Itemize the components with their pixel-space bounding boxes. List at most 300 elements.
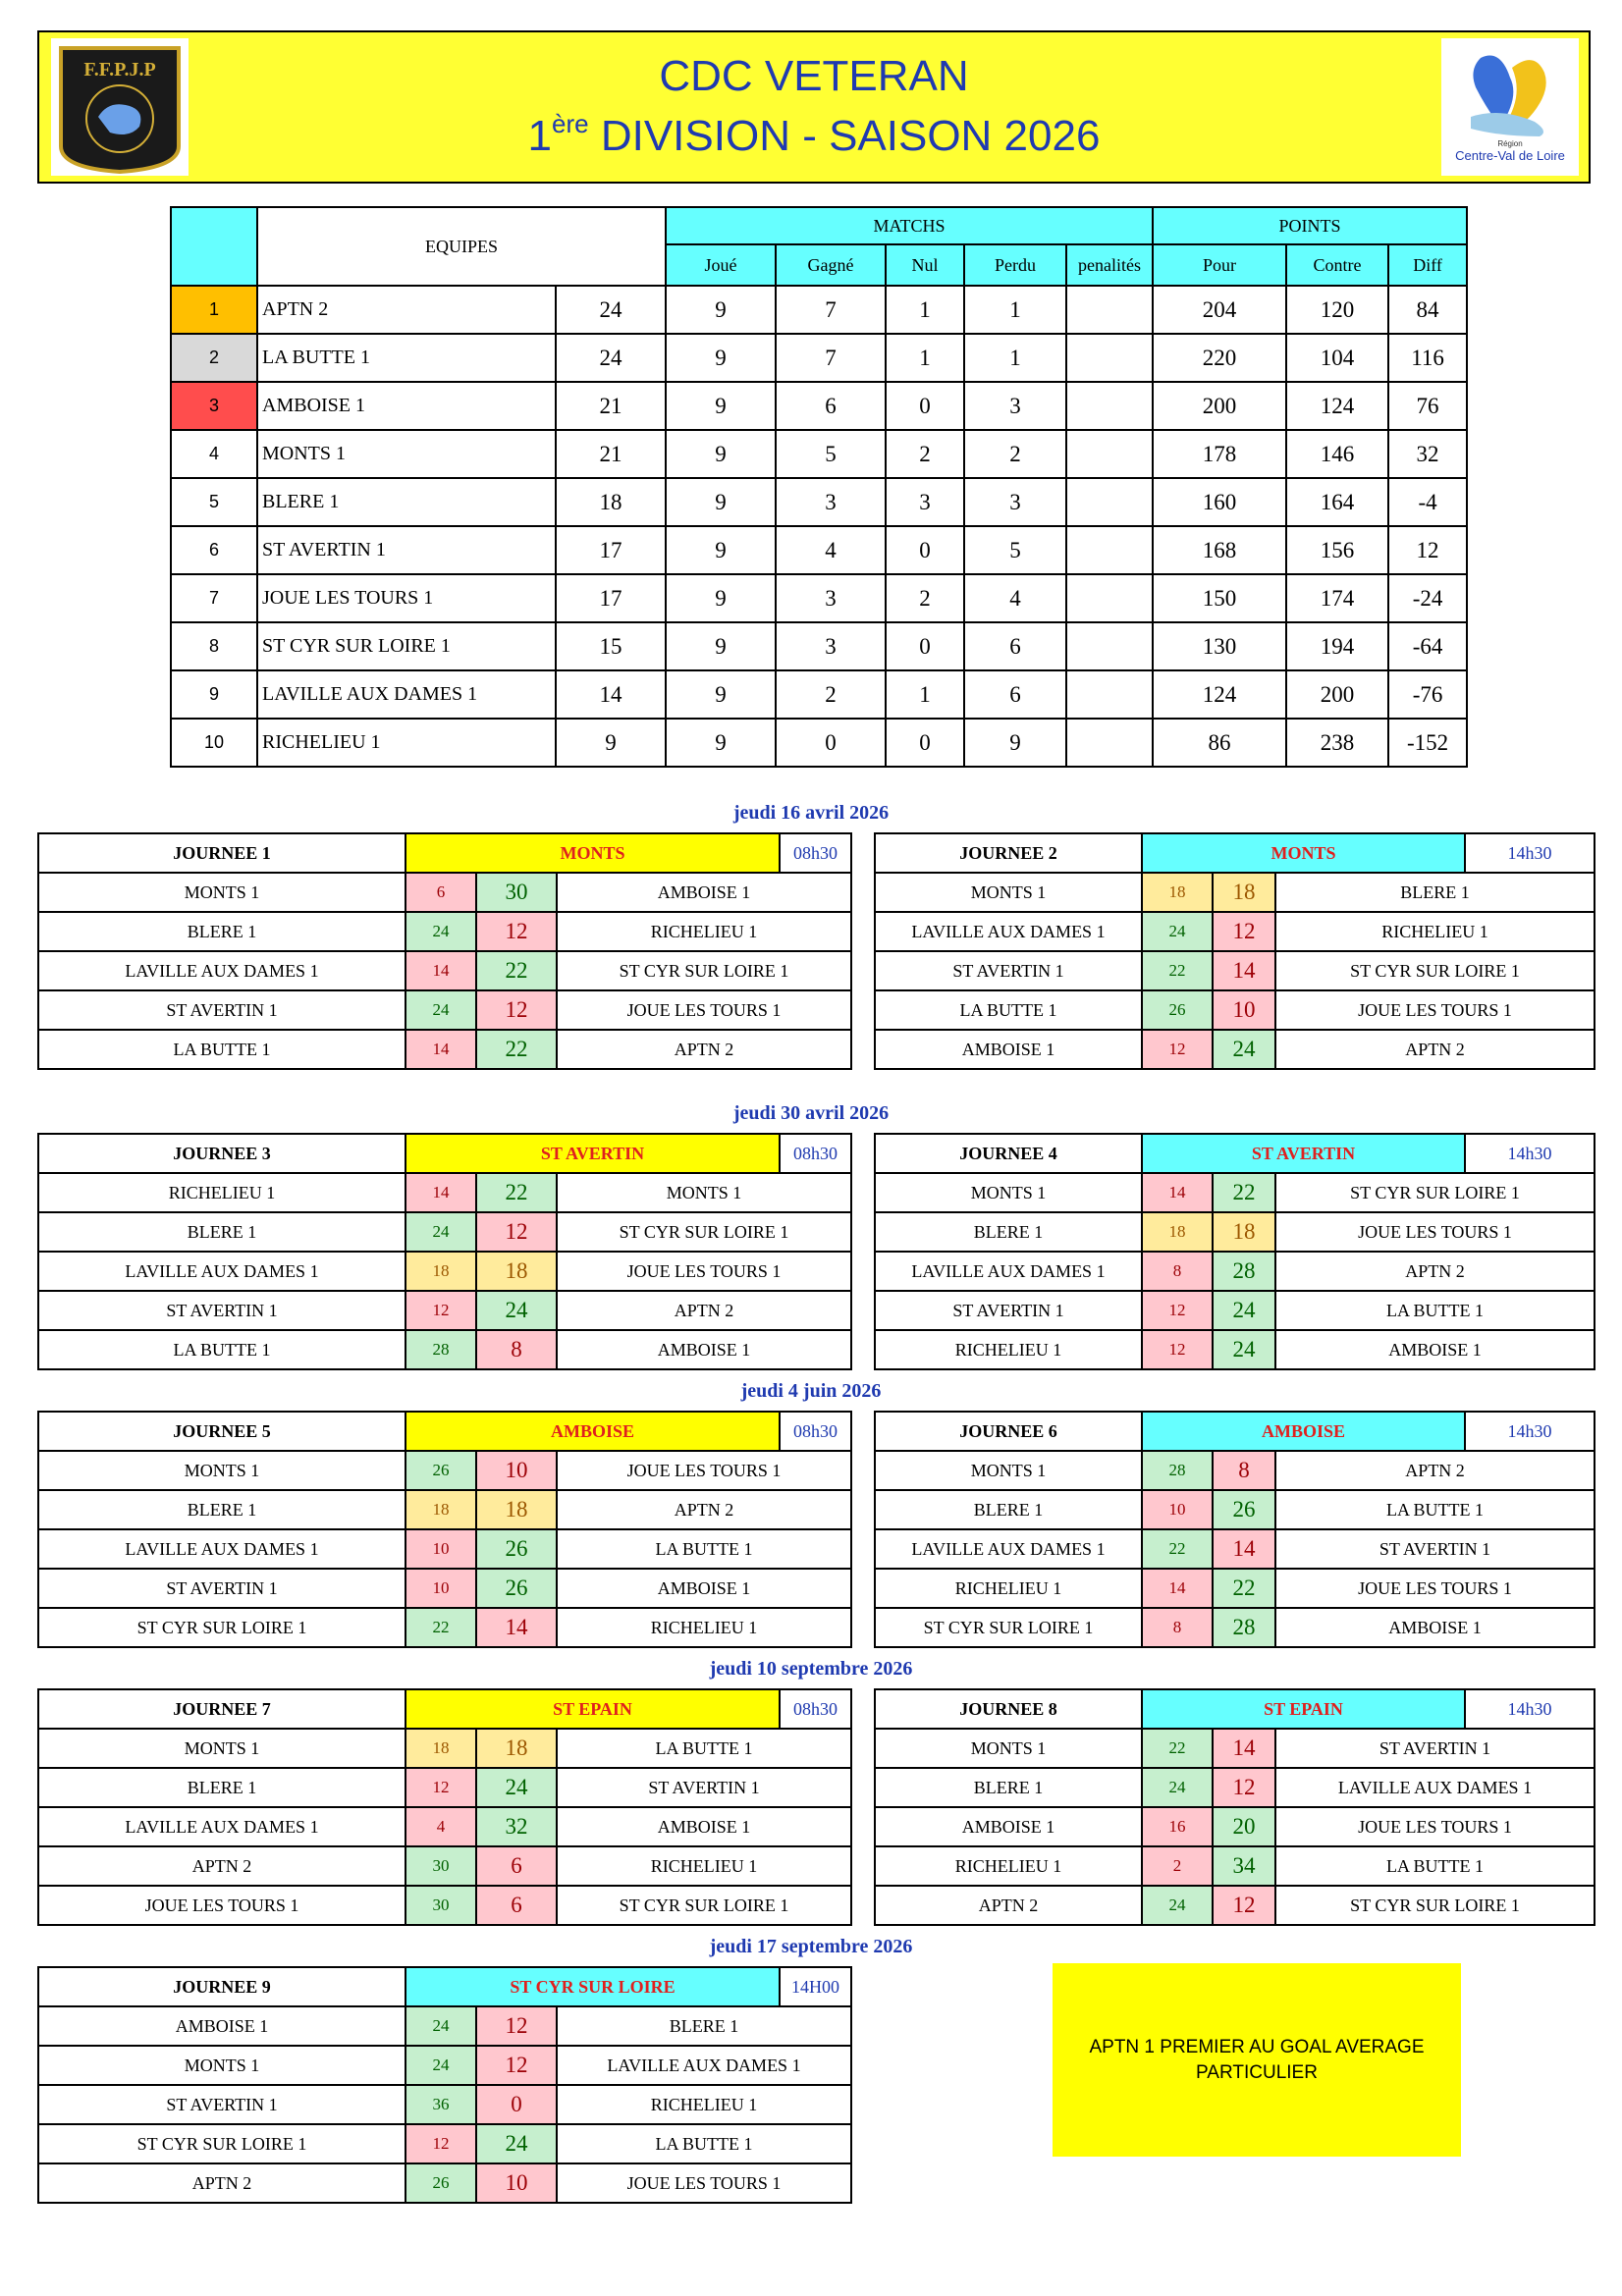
perdu-cell: 9 [964,719,1066,767]
gagne-cell: 7 [776,286,886,334]
division-ordinal: ère [552,109,589,138]
journee-time: 08h30 [779,1413,850,1450]
home-team: ST AVERTIN 1 [38,1569,406,1608]
home-score: 14 [406,1173,476,1212]
division-number: 1 [527,112,553,160]
gagne-header: Gagné [776,244,886,286]
pour-cell: 168 [1153,526,1286,574]
home-score: 8 [1142,1252,1213,1291]
home-score: 24 [1142,1886,1213,1925]
contre-cell: 164 [1286,478,1388,526]
home-score: 4 [406,1807,476,1846]
away-score: 24 [1213,1330,1275,1369]
away-score: 14 [1213,1529,1275,1569]
goal-average-note: APTN 1 PREMIER AU GOAL AVERAGE PARTICULIER [1053,1963,1461,2157]
joue-cell: 9 [666,334,776,382]
home-team: BLERE 1 [38,1768,406,1807]
away-score: 10 [1213,990,1275,1030]
date-label: jeudi 17 septembre 2026 [709,1936,913,1957]
joue-cell: 9 [666,670,776,719]
home-score: 14 [1142,1569,1213,1608]
home-score: 26 [406,2163,476,2203]
diff-cell: -24 [1388,574,1467,622]
journee-title: JOURNEE 1 [38,833,406,873]
rank-cell: 7 [171,574,257,622]
match-row [38,951,851,990]
match-row [875,1608,1595,1647]
pts-cell: 17 [556,526,666,574]
home-team: ST AVERTIN 1 [38,1291,406,1330]
perdu-cell: 4 [964,574,1066,622]
away-team: LA BUTTE 1 [557,1529,851,1569]
perdu-header: Perdu [964,244,1066,286]
rank-cell: 6 [171,526,257,574]
away-score: 18 [1213,1212,1275,1252]
contre-cell: 194 [1286,622,1388,670]
match-row [875,1768,1595,1807]
match-row [875,1030,1595,1069]
journee-table [37,832,852,1070]
pen-cell [1066,719,1153,767]
away-team: LA BUTTE 1 [557,2124,851,2163]
away-team: RICHELIEU 1 [557,2085,851,2124]
nul-cell: 2 [886,574,964,622]
away-team: ST AVERTIN 1 [1275,1529,1595,1569]
match-row [38,1846,851,1886]
match-row [875,1173,1595,1212]
away-score: 22 [476,1030,557,1069]
away-team: LAVILLE AUX DAMES 1 [1275,1768,1595,1807]
home-score: 24 [406,1212,476,1252]
journee-table [874,1688,1595,1926]
match-row [38,990,851,1030]
home-score: 14 [406,1030,476,1069]
home-score: 12 [406,2124,476,2163]
away-score: 14 [1213,951,1275,990]
rank-cell: 8 [171,622,257,670]
away-score: 12 [476,1212,557,1252]
pen-cell [1066,334,1153,382]
away-score: 8 [476,1330,557,1369]
home-score: 12 [1142,1030,1213,1069]
nul-cell: 1 [886,286,964,334]
pen-cell [1066,670,1153,719]
journee-location: ST CYR SUR LOIRE [406,1968,779,2005]
home-team: LAVILLE AUX DAMES 1 [875,1252,1142,1291]
match-row [38,1212,851,1252]
home-score: 10 [1142,1490,1213,1529]
pen-cell [1066,526,1153,574]
journee-table [874,1411,1595,1648]
away-team: APTN 2 [557,1490,851,1529]
match-row [38,1451,851,1490]
home-score: 16 [1142,1807,1213,1846]
home-team: APTN 2 [38,1846,406,1886]
away-team: AMBOISE 1 [1275,1330,1595,1369]
away-team: ST AVERTIN 1 [1275,1729,1595,1768]
standings-row [171,478,1467,526]
pts-cell: 17 [556,574,666,622]
standings-row [171,382,1467,430]
journee-location-bar [1142,833,1595,873]
contre-cell: 120 [1286,286,1388,334]
match-row [875,1330,1595,1369]
pour-cell: 160 [1153,478,1286,526]
gagne-cell: 3 [776,622,886,670]
home-score: 18 [406,1252,476,1291]
page-header [37,30,1591,184]
date-label: jeudi 30 avril 2026 [732,1102,890,1124]
away-team: ST CYR SUR LOIRE 1 [1275,1173,1595,1212]
journee-time: 08h30 [779,834,850,872]
match-row [38,1330,851,1369]
pour-cell: 150 [1153,574,1286,622]
journee-time: 14H00 [779,1968,850,2005]
away-score: 6 [476,1846,557,1886]
match-row [38,1569,851,1608]
diff-cell: 12 [1388,526,1467,574]
gagne-cell: 3 [776,478,886,526]
team-name-cell: ST AVERTIN 1 [257,526,556,574]
away-team: AMBOISE 1 [557,1330,851,1369]
away-team: APTN 2 [557,1030,851,1069]
away-score: 20 [1213,1807,1275,1846]
contre-cell: 200 [1286,670,1388,719]
away-score: 22 [1213,1569,1275,1608]
away-team: AMBOISE 1 [557,873,851,912]
journee-time: 08h30 [779,1135,850,1172]
journee-location: ST EPAIN [1143,1690,1464,1728]
home-team: RICHELIEU 1 [38,1173,406,1212]
home-team: LAVILLE AUX DAMES 1 [38,1807,406,1846]
away-team: ST CYR SUR LOIRE 1 [1275,1886,1595,1925]
perdu-cell: 6 [964,670,1066,719]
contre-cell: 104 [1286,334,1388,382]
away-team: LA BUTTE 1 [1275,1490,1595,1529]
journee-location-bar [406,1134,851,1173]
joue-cell: 9 [666,574,776,622]
match-row [38,2006,851,2046]
nul-cell: 0 [886,719,964,767]
match-row [875,1846,1595,1886]
match-row [875,1212,1595,1252]
home-team: ST CYR SUR LOIRE 1 [875,1608,1142,1647]
away-team: JOUE LES TOURS 1 [1275,990,1595,1030]
away-team: LAVILLE AUX DAMES 1 [557,2046,851,2085]
home-score: 22 [1142,1729,1213,1768]
home-score: 14 [406,951,476,990]
match-row [875,912,1595,951]
match-row [38,1490,851,1529]
home-team: MONTS 1 [875,1451,1142,1490]
home-team: BLERE 1 [38,1490,406,1529]
journee-time: 08h30 [779,1690,850,1728]
gagne-cell: 4 [776,526,886,574]
page-subtitle [39,109,1589,161]
nul-cell: 1 [886,670,964,719]
joue-cell: 9 [666,286,776,334]
away-score: 12 [476,2006,557,2046]
pts-cell: 9 [556,719,666,767]
match-row [38,1729,851,1768]
away-score: 12 [1213,1886,1275,1925]
home-team: ST AVERTIN 1 [875,951,1142,990]
away-score: 12 [1213,912,1275,951]
gagne-cell: 3 [776,574,886,622]
pts-cell: 15 [556,622,666,670]
home-team: JOUE LES TOURS 1 [38,1886,406,1925]
diff-cell: -4 [1388,478,1467,526]
nul-cell: 1 [886,334,964,382]
away-team: RICHELIEU 1 [557,1846,851,1886]
away-score: 12 [1213,1768,1275,1807]
pen-cell [1066,382,1153,430]
journee-table [37,1688,852,1926]
pour-header: Pour [1153,244,1286,286]
match-row [38,2163,851,2203]
home-score: 28 [1142,1451,1213,1490]
team-name-cell: BLERE 1 [257,478,556,526]
home-score: 26 [1142,990,1213,1030]
match-row [875,1490,1595,1529]
journee-time: 14h30 [1464,1135,1594,1172]
away-team: MONTS 1 [557,1173,851,1212]
rank-cell: 1 [171,286,257,334]
pen-cell [1066,622,1153,670]
perdu-cell: 1 [964,286,1066,334]
away-team: ST CYR SUR LOIRE 1 [557,1212,851,1252]
rank-cell: 2 [171,334,257,382]
pts-cell: 21 [556,430,666,478]
away-team: ST CYR SUR LOIRE 1 [1275,951,1595,990]
region-logo [1441,38,1579,176]
away-score: 22 [476,1173,557,1212]
standings-row [171,334,1467,382]
away-score: 26 [1213,1490,1275,1529]
away-score: 18 [476,1490,557,1529]
ffpjp-logo-text: F.F.P.J.P [83,59,156,80]
home-score: 14 [1142,1173,1213,1212]
division-season: DIVISION - SAISON 2026 [588,112,1101,160]
home-team: BLERE 1 [875,1490,1142,1529]
journee-location: MONTS [406,834,779,872]
match-row [875,873,1595,912]
nul-header: Nul [886,244,964,286]
home-team: ST AVERTIN 1 [38,990,406,1030]
perdu-cell: 5 [964,526,1066,574]
home-team: ST CYR SUR LOIRE 1 [38,1608,406,1647]
home-team: APTN 2 [875,1886,1142,1925]
journee-title: JOURNEE 8 [875,1689,1142,1729]
away-team: APTN 2 [557,1291,851,1330]
standings-table [170,206,1468,768]
away-score: 12 [476,2046,557,2085]
diff-cell: -152 [1388,719,1467,767]
match-row [38,1768,851,1807]
home-team: MONTS 1 [38,1729,406,1768]
match-row [875,1729,1595,1768]
date-label: jeudi 4 juin 2026 [740,1380,882,1402]
away-team: APTN 2 [1275,1451,1595,1490]
away-team: JOUE LES TOURS 1 [1275,1212,1595,1252]
nul-cell: 0 [886,382,964,430]
pen-cell [1066,574,1153,622]
match-row [875,990,1595,1030]
away-team: LA BUTTE 1 [557,1729,851,1768]
home-score: 30 [406,1846,476,1886]
match-row [875,1807,1595,1846]
contre-cell: 174 [1286,574,1388,622]
away-team: APTN 2 [1275,1030,1595,1069]
nul-cell: 3 [886,478,964,526]
away-team: JOUE LES TOURS 1 [557,990,851,1030]
away-team: RICHELIEU 1 [557,912,851,951]
joue-cell: 9 [666,719,776,767]
away-score: 18 [476,1729,557,1768]
home-score: 6 [406,873,476,912]
joue-cell: 9 [666,622,776,670]
away-score: 28 [1213,1252,1275,1291]
pour-cell: 86 [1153,719,1286,767]
pts-cell: 24 [556,286,666,334]
away-team: AMBOISE 1 [557,1807,851,1846]
standings-row [171,719,1467,767]
match-row [875,1886,1595,1925]
journee-title: JOURNEE 6 [875,1412,1142,1451]
joue-cell: 9 [666,382,776,430]
home-team: LAVILLE AUX DAMES 1 [875,912,1142,951]
home-score: 18 [1142,873,1213,912]
match-row [38,2085,851,2124]
home-team: LA BUTTE 1 [38,1330,406,1369]
pour-cell: 200 [1153,382,1286,430]
journee-title: JOURNEE 7 [38,1689,406,1729]
match-row [38,1529,851,1569]
perdu-cell: 1 [964,334,1066,382]
away-score: 24 [1213,1291,1275,1330]
home-score: 24 [1142,912,1213,951]
away-team: ST CYR SUR LOIRE 1 [557,1886,851,1925]
away-team: RICHELIEU 1 [557,1608,851,1647]
standings-row [171,430,1467,478]
rank-header [171,207,257,286]
perdu-cell: 3 [964,478,1066,526]
pour-cell: 178 [1153,430,1286,478]
joue-cell: 9 [666,526,776,574]
away-team: JOUE LES TOURS 1 [1275,1569,1595,1608]
home-team: MONTS 1 [875,1729,1142,1768]
home-team: BLERE 1 [38,912,406,951]
pour-cell: 130 [1153,622,1286,670]
joue-cell: 9 [666,478,776,526]
standings-row [171,526,1467,574]
home-score: 22 [406,1608,476,1647]
date-label: jeudi 10 septembre 2026 [709,1658,913,1680]
home-score: 18 [406,1729,476,1768]
away-team: JOUE LES TOURS 1 [557,1252,851,1291]
standings-row [171,622,1467,670]
away-score: 28 [1213,1608,1275,1647]
away-score: 18 [476,1252,557,1291]
journee-location-bar [406,1689,851,1729]
away-team: JOUE LES TOURS 1 [557,2163,851,2203]
gagne-cell: 7 [776,334,886,382]
away-team: BLERE 1 [557,2006,851,2046]
away-score: 0 [476,2085,557,2124]
home-score: 30 [406,1886,476,1925]
match-row [38,1886,851,1925]
journee-location-bar [1142,1134,1595,1173]
away-team: AMBOISE 1 [1275,1608,1595,1647]
journee-title: JOURNEE 4 [875,1134,1142,1173]
pts-cell: 21 [556,382,666,430]
away-team: APTN 2 [1275,1252,1595,1291]
home-score: 12 [406,1768,476,1807]
match-row [875,1291,1595,1330]
date-label: jeudi 16 avril 2026 [732,802,890,824]
team-name-cell: AMBOISE 1 [257,382,556,430]
perdu-cell: 3 [964,382,1066,430]
home-team: BLERE 1 [875,1212,1142,1252]
nul-cell: 2 [886,430,964,478]
team-name-cell: APTN 2 [257,286,556,334]
team-name-cell: ST CYR SUR LOIRE 1 [257,622,556,670]
pour-cell: 124 [1153,670,1286,719]
diff-header: Diff [1388,244,1467,286]
home-score: 10 [406,1569,476,1608]
away-score: 22 [476,951,557,990]
away-score: 10 [476,2163,557,2203]
rank-cell: 3 [171,382,257,430]
rank-cell: 5 [171,478,257,526]
match-row [38,2124,851,2163]
home-score: 24 [406,2006,476,2046]
home-team: ST AVERTIN 1 [38,2085,406,2124]
away-score: 26 [476,1529,557,1569]
journee-location: ST EPAIN [406,1690,779,1728]
away-score: 12 [476,990,557,1030]
home-team: AMBOISE 1 [875,1030,1142,1069]
journee-location: ST AVERTIN [1143,1135,1464,1172]
journee-table [874,1133,1595,1370]
home-score: 28 [406,1330,476,1369]
nul-cell: 0 [886,622,964,670]
team-name-cell: JOUE LES TOURS 1 [257,574,556,622]
standings-row [171,286,1467,334]
team-name-cell: LA BUTTE 1 [257,334,556,382]
away-score: 8 [1213,1451,1275,1490]
home-team: ST CYR SUR LOIRE 1 [38,2124,406,2163]
journee-location: ST AVERTIN [406,1135,779,1172]
away-team: AMBOISE 1 [557,1569,851,1608]
match-row [38,2046,851,2085]
home-team: LAVILLE AUX DAMES 1 [875,1529,1142,1569]
pen-cell [1066,478,1153,526]
gagne-cell: 2 [776,670,886,719]
home-team: BLERE 1 [875,1768,1142,1807]
home-score: 24 [1142,1768,1213,1807]
home-score: 12 [1142,1330,1213,1369]
away-team: LA BUTTE 1 [1275,1291,1595,1330]
gagne-cell: 5 [776,430,886,478]
diff-cell: 32 [1388,430,1467,478]
equipes-header: EQUIPES [257,207,666,286]
contre-cell: 146 [1286,430,1388,478]
home-team: RICHELIEU 1 [875,1569,1142,1608]
journee-table [874,832,1595,1070]
home-team: MONTS 1 [875,1173,1142,1212]
away-team: LA BUTTE 1 [1275,1846,1595,1886]
